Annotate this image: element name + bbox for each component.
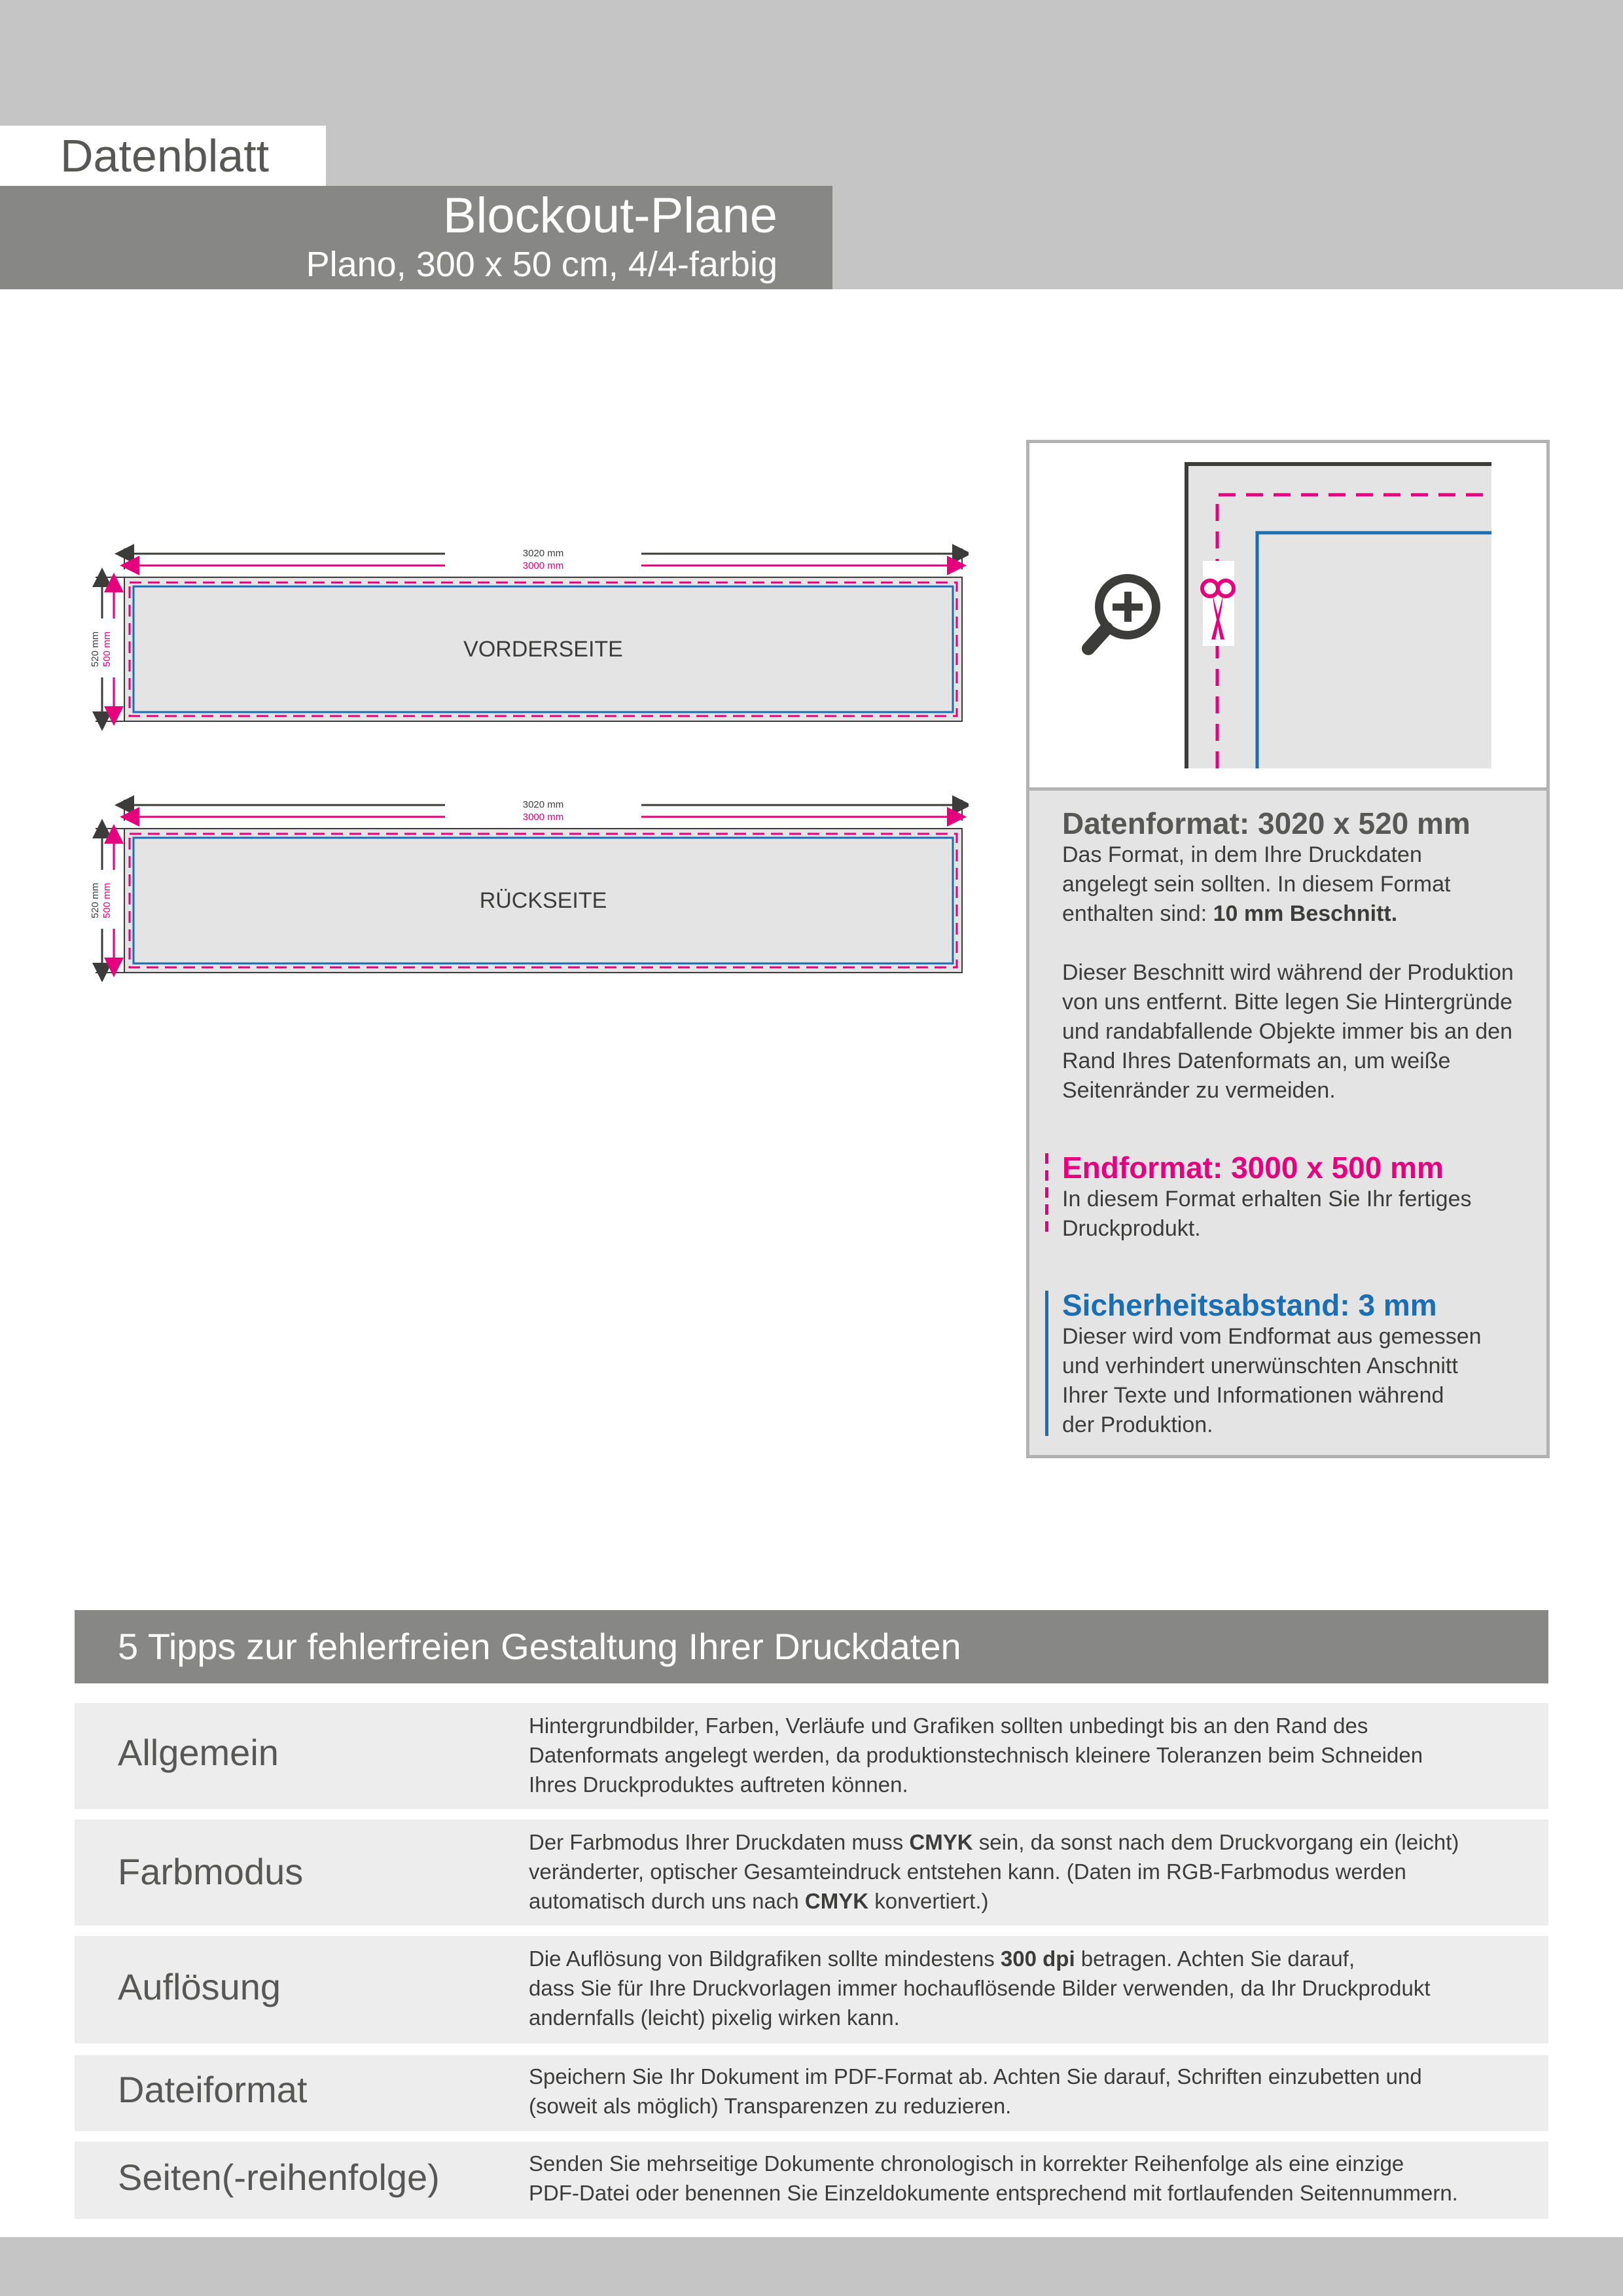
tip-text-line: Hintergrundbilder, Farben, Verläufe und Grafiken sollten unbedingt bis an den Rand des xyxy=(529,1713,1368,1738)
endformat-line: In diesem Format erhalten Sie Ihr fertiges xyxy=(1062,1187,1472,1211)
footer-band xyxy=(0,2237,1623,2296)
zoom-detail-panel xyxy=(1029,443,1546,791)
sicherheitsabstand-line: Dieser wird vom Endformat aus gemessen xyxy=(1062,1324,1482,1349)
datenformat-note-line: Seitenränder zu vermeiden. xyxy=(1062,1078,1336,1103)
back-side-diagram xyxy=(90,798,962,973)
back-height-outer: 520 mm xyxy=(90,882,101,919)
sicherheitsabstand-line: Ihrer Texte und Informationen während xyxy=(1062,1383,1444,1408)
tips-heading: 5 Tipps zur fehlerfreien Gestaltung Ihrer Druckdaten xyxy=(118,1626,961,1667)
datenformat-line: angelegt sein sollten. In diesem Format xyxy=(1062,872,1451,897)
magnifier-plus-icon xyxy=(1088,574,1160,649)
tip-text-line: Datenformats angelegt werden, da produktionstechnisch kleinere Toleranzen beim Schneiden xyxy=(529,1743,1423,1767)
sicherheitsabstand-line: und verhindert unerwünschten Anschnitt xyxy=(1062,1354,1458,1378)
tip-text-line: (soweit als möglich) Transparenzen zu reduzieren. xyxy=(529,2094,1012,2118)
back-width-outer: 3020 mm xyxy=(522,799,564,810)
tip-text-line: Senden Sie mehrseitige Dokumente chronologisch in korrekter Reihenfolge als eine einzige xyxy=(529,2151,1404,2176)
front-width-outer: 3020 mm xyxy=(522,548,564,559)
datenformat-line: Das Format, in dem Ihre Druckdaten xyxy=(1062,842,1422,867)
tip-text-line: PDF-Datei oder benennen Sie Einzeldokumente entsprechend mit fortlaufenden Seitennummern. xyxy=(529,2181,1458,2205)
front-side-label: VORDERSEITE xyxy=(463,637,623,662)
sicherheitsabstand-marker xyxy=(1045,1291,1048,1436)
document-label: Datenblatt xyxy=(60,130,270,181)
front-width-inner: 3000 mm xyxy=(522,560,564,571)
sicherheitsabstand-heading: Sicherheitsabstand: 3 mm xyxy=(1062,1288,1437,1322)
tip-text-line: Der Farbmodus Ihrer Druckdaten muss CMYK sein, da sonst nach dem Druckvorgang ein (leicht) xyxy=(529,1830,1459,1854)
datenformat-note-line: von uns entfernt. Bitte legen Sie Hintergründe xyxy=(1062,990,1512,1014)
tip-label: Farbmodus xyxy=(118,1851,304,1892)
datenformat-note-line: Rand Ihres Datenformats an, um weiße xyxy=(1062,1049,1451,1073)
back-side-label: RÜCKSEITE xyxy=(479,888,607,913)
back-width-inner: 3000 mm xyxy=(522,812,564,823)
endformat-marker xyxy=(1045,1153,1048,1238)
datenformat-note-line: und randabfallende Objekte immer bis an den xyxy=(1062,1019,1512,1044)
endformat-heading: Endformat: 3000 x 500 mm xyxy=(1062,1151,1444,1185)
endformat-line: Druckprodukt. xyxy=(1062,1216,1201,1241)
datenformat-line: enthalten sind: 10 mm Beschnitt. xyxy=(1062,901,1398,926)
front-height-inner: 500 mm xyxy=(101,631,113,668)
tip-label: Allgemein xyxy=(118,1732,279,1773)
product-title: Blockout-Plane xyxy=(442,188,777,243)
datenformat-note-line: Dieser Beschnitt wird während der Produktion xyxy=(1062,960,1514,985)
front-side-diagram xyxy=(90,547,962,721)
tip-text-line: Speichern Sie Ihr Dokument im PDF-Format ab. Achten Sie darauf, Schriften einzubetten und xyxy=(529,2064,1422,2089)
tip-text-line: dass Sie für Ihre Druckvorlagen immer hochauflösende Bilder verwenden, da Ihr Druckprodukt xyxy=(529,1976,1431,2000)
format-diagram xyxy=(79,537,969,982)
datenformat-heading: Datenformat: 3020 x 520 mm xyxy=(1062,806,1471,840)
back-height-inner: 500 mm xyxy=(101,882,113,919)
product-subtitle: Plano, 300 x 50 cm, 4/4-farbig xyxy=(306,245,777,284)
tip-label: Seiten(-reihenfolge) xyxy=(118,2157,440,2198)
tip-label: Auflösung xyxy=(118,1966,281,2007)
tip-label: Dateiformat xyxy=(118,2069,308,2110)
tip-text-line: Ihres Druckproduktes auftreten können. xyxy=(529,1772,908,1797)
front-height-outer: 520 mm xyxy=(90,631,101,668)
tip-text-line: andernfalls (leicht) pixelig wirken kann. xyxy=(529,2005,900,2030)
tip-text-line: veränderter, optischer Gesamteindruck entstehen kann. (Daten im RGB-Farbmodus werden xyxy=(529,1859,1406,1884)
tip-text-line: Die Auflösung von Bildgrafiken sollte mindestens 300 dpi betragen. Achten Sie darauf, xyxy=(529,1946,1355,1971)
sicherheitsabstand-line: der Produktion. xyxy=(1062,1412,1213,1437)
tip-text-line: automatisch durch uns nach CMYK konvertiert.) xyxy=(529,1889,989,1913)
